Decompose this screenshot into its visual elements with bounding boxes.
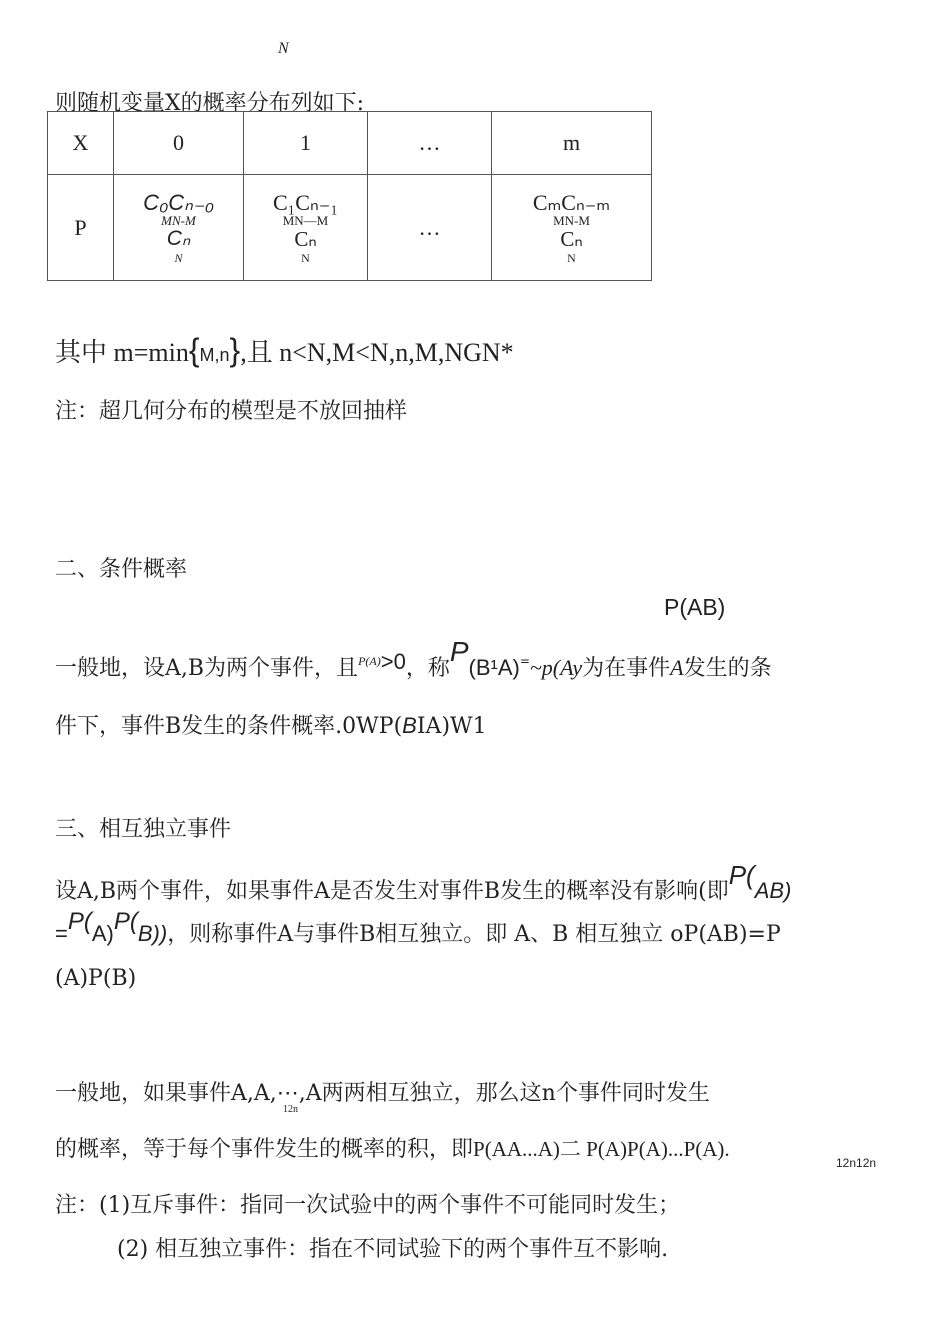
section2-heading: 二、条件概率 bbox=[55, 557, 188, 582]
general-sub1: 12n bbox=[283, 1104, 298, 1115]
brace-open: { bbox=[188, 332, 200, 368]
cond-gt0: >0 bbox=[380, 649, 406, 674]
table-header-row bbox=[48, 112, 652, 175]
where-prefix: 其中 m=min bbox=[55, 338, 189, 367]
prob-cell-1 bbox=[244, 175, 368, 281]
table-cell-1: 1 bbox=[244, 112, 368, 175]
indep-eq: = bbox=[55, 921, 68, 946]
section3-heading: 三、相互独立事件 bbox=[55, 817, 232, 842]
prob-cell-ellipsis: … bbox=[368, 175, 492, 281]
note-independent: (2) 相互独立事件：指在不同试验下的两个事件互不影响. bbox=[117, 1237, 669, 1262]
cond-prob-line2 bbox=[55, 709, 487, 740]
indep-a: A) bbox=[91, 921, 114, 946]
general-sub2: 12n12n bbox=[836, 1156, 877, 1170]
prob-cell-m bbox=[492, 175, 652, 281]
where-mn: M,n bbox=[199, 345, 230, 365]
cond-P: P bbox=[449, 636, 469, 667]
where-suffix: ,且 n<N,M<N,n,M,NGN* bbox=[240, 338, 514, 367]
indep-b: B)) bbox=[137, 921, 168, 946]
general-line2 bbox=[55, 1132, 730, 1163]
cond-line2-b: 0WP( bbox=[342, 714, 403, 739]
table-prob-row bbox=[48, 175, 652, 281]
cond-line2-B: B bbox=[402, 713, 417, 738]
cond-A: A bbox=[670, 655, 684, 680]
prob-1-n: N bbox=[301, 250, 310, 265]
cond-prob-line1 bbox=[55, 636, 772, 682]
prob-1-numerator: C₁Cₙ₋₁ bbox=[272, 189, 339, 215]
cond-line1-b: ，称 bbox=[405, 656, 450, 681]
cond-line1-c: 为在事件 bbox=[582, 656, 671, 681]
prob-m-n: N bbox=[567, 250, 576, 265]
indep-p1: P( bbox=[67, 908, 92, 935]
top-n-label: N bbox=[278, 40, 289, 57]
indep-line3: (A)P(B) bbox=[55, 966, 137, 991]
table-cell-ellipsis: … bbox=[368, 112, 492, 175]
general-line2-b: P(AA...A)二 P(A)P(A)...P(A). bbox=[473, 1137, 730, 1161]
general-line1: 一般地，如果事件A,A,⋯,A两两相互独立，那么这n个事件同时发生 bbox=[55, 1081, 710, 1106]
where-line bbox=[55, 332, 514, 369]
cond-line1-a: 一般地，设A,B为两个事件，且 bbox=[55, 656, 359, 681]
note-hypergeometric: 注：超几何分布的模型是不放回抽样 bbox=[55, 399, 408, 424]
general-line2-a: 的概率，等于每个事件发生的概率的积，即 bbox=[55, 1137, 474, 1162]
note-mutually-exclusive: 注：(1)互斥事件：指同一次试验中的两个事件不可能同时发生； bbox=[55, 1193, 681, 1218]
indep-line1 bbox=[55, 860, 791, 905]
table-cell-x: X bbox=[48, 112, 114, 175]
indep-ab: AB) bbox=[754, 878, 792, 903]
prob-0-numerator: C₀Cₙ₋₀ bbox=[143, 189, 214, 215]
brace-close: } bbox=[229, 332, 241, 368]
indep-line2 bbox=[55, 908, 781, 948]
distribution-table bbox=[47, 111, 652, 281]
cond-eq: = bbox=[519, 654, 530, 668]
cond-line1-d: 发生的条 bbox=[683, 656, 772, 681]
table-cell-0: 0 bbox=[114, 112, 244, 175]
cond-line2-a: 件下，事件B发生的条件概率. bbox=[55, 714, 343, 739]
prob-m-denominator: Cₙ bbox=[560, 226, 583, 251]
prob-0-sub: MN-M bbox=[161, 212, 196, 228]
prob-1-denominator: Cₙ bbox=[294, 226, 317, 251]
cond-frac-top: P(AB) bbox=[664, 594, 726, 620]
indep-p2: P( bbox=[113, 908, 138, 935]
cond-pay: ~p(Ay bbox=[529, 655, 583, 680]
prob-0-n: N bbox=[174, 250, 183, 265]
prob-cell-0 bbox=[114, 175, 244, 281]
table-cell-m: m bbox=[492, 112, 652, 175]
prob-m-numerator: CₘCₙ₋ₘ bbox=[532, 189, 611, 215]
indep-line2-c: ，则称事件A与事件B相互独立。即 A、B 相互独立 oP(AB)=P bbox=[167, 922, 781, 947]
cond-pa: P(A) bbox=[358, 654, 381, 668]
cond-line2-c: IA)W1 bbox=[416, 714, 487, 739]
intro-text: 则随机变量X的概率分布列如下: bbox=[55, 91, 365, 116]
prob-m-sub: MN-M bbox=[553, 212, 590, 228]
table-cell-p: P bbox=[48, 175, 114, 281]
prob-1-sub: MN—M bbox=[282, 212, 329, 228]
prob-0-denominator: Cₙ bbox=[166, 226, 191, 250]
indep-line1-a: 设A,B两个事件，如果事件A是否发生对事件B发生的概率没有影响(即 bbox=[55, 879, 729, 904]
cond-bia: (B¹A) bbox=[468, 655, 520, 680]
indep-p: P( bbox=[728, 860, 755, 890]
